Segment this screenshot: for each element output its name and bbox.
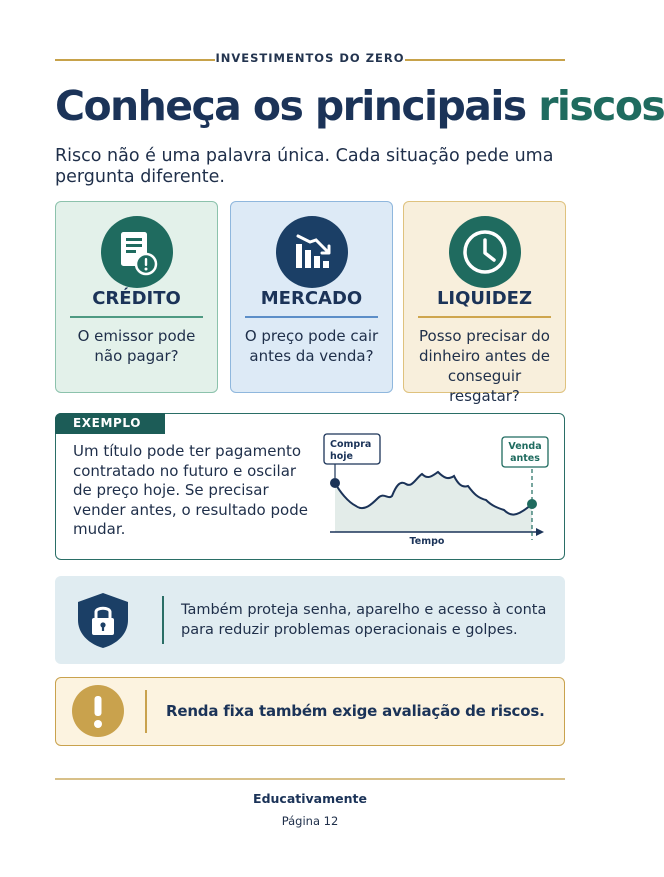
time-axis-label: Tempo <box>409 536 445 547</box>
security-divider <box>162 596 164 644</box>
sell-label-line-1: Venda <box>508 441 542 452</box>
card-question: O preço pode cair antes da venda? <box>244 327 379 365</box>
exclamation-icon <box>72 685 124 737</box>
example-text: Um título pode ter pagamento contratado no futuro e oscilar de preço hoje. Se precisar vender antes, o resultado pode mudar. <box>73 442 308 538</box>
card-question: O emissor pode não pagar? <box>77 327 196 365</box>
card-divider <box>245 316 378 318</box>
page-title <box>55 82 664 130</box>
chart-area-fill <box>335 472 532 532</box>
security-text: Também proteja senha, aparelho e acesso à conta para reduzir problemas operacionais e golpes. <box>181 602 547 638</box>
footer-divider <box>55 778 565 780</box>
card-title: MERCADO <box>260 288 363 309</box>
subtitle: Risco não é uma palavra única. Cada situação pede uma pergunta diferente. <box>55 146 554 187</box>
sell-label-line-2: antes <box>510 453 540 464</box>
header-rule-right <box>405 59 565 61</box>
clock-icon <box>449 216 521 288</box>
shield-lock-icon <box>73 590 133 650</box>
example-tag: EXEMPLO <box>55 413 165 434</box>
alert-divider <box>145 690 147 733</box>
example-box <box>55 413 565 560</box>
page-number: Página 12 <box>281 814 339 828</box>
alert-text: Renda fixa também exige avaliação de riscos. <box>166 702 545 720</box>
bar-chart-down-icon <box>276 216 348 288</box>
risk-card-liquidez <box>403 201 566 405</box>
document-alert-icon <box>101 216 173 288</box>
footer-brand: Educativamente <box>253 791 367 806</box>
card-divider <box>418 316 551 318</box>
risk-card-credito <box>55 201 218 393</box>
axis-arrow <box>536 528 544 536</box>
series-title: INVESTIMENTOS DO ZERO <box>215 51 405 65</box>
price-chart-illustration <box>320 428 552 550</box>
alert-box <box>55 677 565 746</box>
title-main: Conheça os principais <box>55 82 526 130</box>
buy-label-line-2: hoje <box>330 451 353 462</box>
buy-label-line-1: Compra <box>330 439 372 450</box>
title-accent: riscos <box>538 82 664 130</box>
sell-point <box>527 499 537 509</box>
buy-point <box>330 478 340 488</box>
card-divider <box>70 316 203 318</box>
card-title: CRÉDITO <box>92 288 181 309</box>
header <box>55 51 565 67</box>
security-box <box>55 576 565 664</box>
card-question: Posso precisar do dinheiro antes de conseguir resgatar? <box>418 327 551 405</box>
risk-card-mercado <box>230 201 393 393</box>
card-title: LIQUIDEZ <box>436 288 533 309</box>
